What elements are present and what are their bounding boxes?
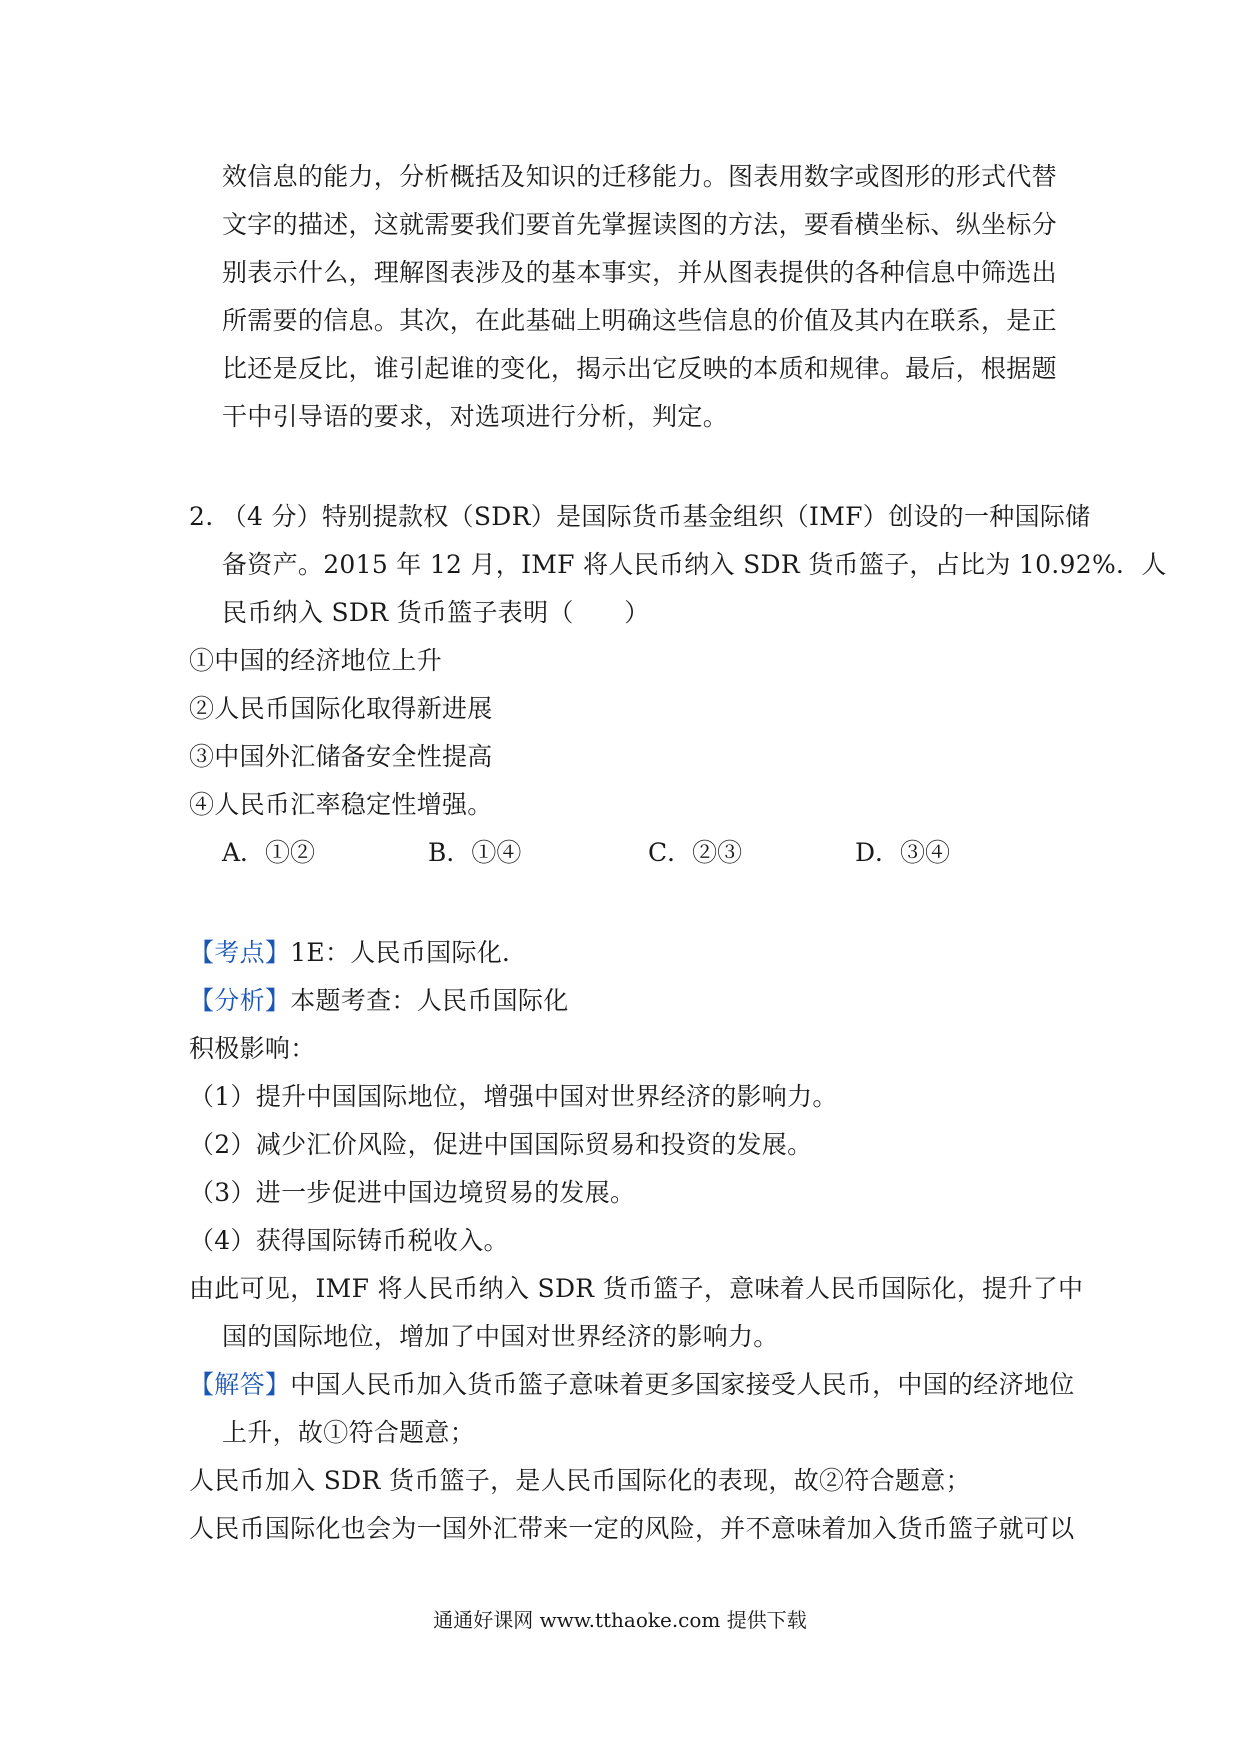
option-c: C．②③ xyxy=(648,838,743,867)
intro-line-1: 效信息的能力，分析概括及知识的迁移能力。图表用数字或图形的形式代替 xyxy=(222,162,1057,191)
jieda-line-3: 人民币加入 SDR 货币篮子，是人民币国际化的表现，故②符合题意； xyxy=(189,1466,971,1495)
question-item-4: ④人民币汇率稳定性增强。 xyxy=(189,790,493,819)
fenxi-text: 本题考查：人民币国际化 xyxy=(290,986,569,1015)
kaodian-text: 1E：人民币国际化． xyxy=(290,938,528,967)
question-item-1: ①中国的经济地位上升 xyxy=(189,646,443,675)
kaodian-tag: 【考点】 xyxy=(189,938,291,967)
fenxi-line xyxy=(189,984,569,1018)
analysis-line-6: 由此可见，IMF 将人民币纳入 SDR 货币篮子，意味着人民币国际化，提升了中 xyxy=(189,1274,1084,1303)
intro-line-2: 文字的描述，这就需要我们要首先掌握读图的方法，要看横坐标、纵坐标分 xyxy=(222,210,1057,239)
question-stem-line-2: 备资产。2015 年 12 月，IMF 将人民币纳入 SDR 货币篮子，占比为 10.92%．人 xyxy=(222,550,1167,579)
analysis-line-7: 国的国际地位，增加了中国对世界经济的影响力。 xyxy=(222,1322,779,1351)
jieda-line-2: 上升，故①符合题意； xyxy=(222,1418,476,1447)
question-item-3: ③中国外汇储备安全性提高 xyxy=(189,742,493,771)
jieda-line xyxy=(189,1368,1075,1402)
analysis-line-5: （4）获得国际铸币税收入。 xyxy=(189,1226,509,1255)
intro-line-4: 所需要的信息。其次，在此基础上明确这些信息的价值及其内在联系，是正 xyxy=(222,306,1057,335)
jieda-line-4: 人民币国际化也会为一国外汇带来一定的风险，并不意味着加入货币篮子就可以 xyxy=(189,1514,1075,1543)
intro-line-5: 比还是反比，谁引起谁的变化，揭示出它反映的本质和规律。最后，根据题 xyxy=(222,354,1057,383)
kaodian-line xyxy=(189,936,527,970)
analysis-line-4: （3）进一步促进中国边境贸易的发展。 xyxy=(189,1178,636,1207)
option-d: D．③④ xyxy=(855,838,951,867)
jieda-text: 中国人民币加入货币篮子意味着更多国家接受人民币，中国的经济地位 xyxy=(290,1370,1075,1399)
page-footer: 通通好课网 www.tthaoke.com 提供下载 xyxy=(433,1608,807,1632)
intro-line-3: 别表示什么，理解图表涉及的基本事实，并从图表提供的各种信息中筛选出 xyxy=(222,258,1057,287)
analysis-line-3: （2）减少汇价风险，促进中国国际贸易和投资的发展。 xyxy=(189,1130,813,1159)
analysis-line-2: （1）提升中国国际地位，增强中国对世界经济的影响力。 xyxy=(189,1082,838,1111)
fenxi-tag: 【分析】 xyxy=(189,986,291,1015)
question-item-2: ②人民币国际化取得新进展 xyxy=(189,694,493,723)
question-stem-line-3: 民币纳入 SDR 货币篮子表明（ ） xyxy=(222,598,650,627)
question-stem-line-1: 2. （4 分）特别提款权（SDR）是国际货币基金组织（IMF）创设的一种国际储 xyxy=(189,502,1091,531)
analysis-line-1: 积极影响： xyxy=(189,1034,316,1063)
intro-line-6: 干中引导语的要求，对选项进行分析，判定。 xyxy=(222,402,729,431)
option-a: A．①② xyxy=(222,838,316,867)
option-b: B．①④ xyxy=(428,838,522,867)
jieda-tag: 【解答】 xyxy=(189,1370,291,1399)
